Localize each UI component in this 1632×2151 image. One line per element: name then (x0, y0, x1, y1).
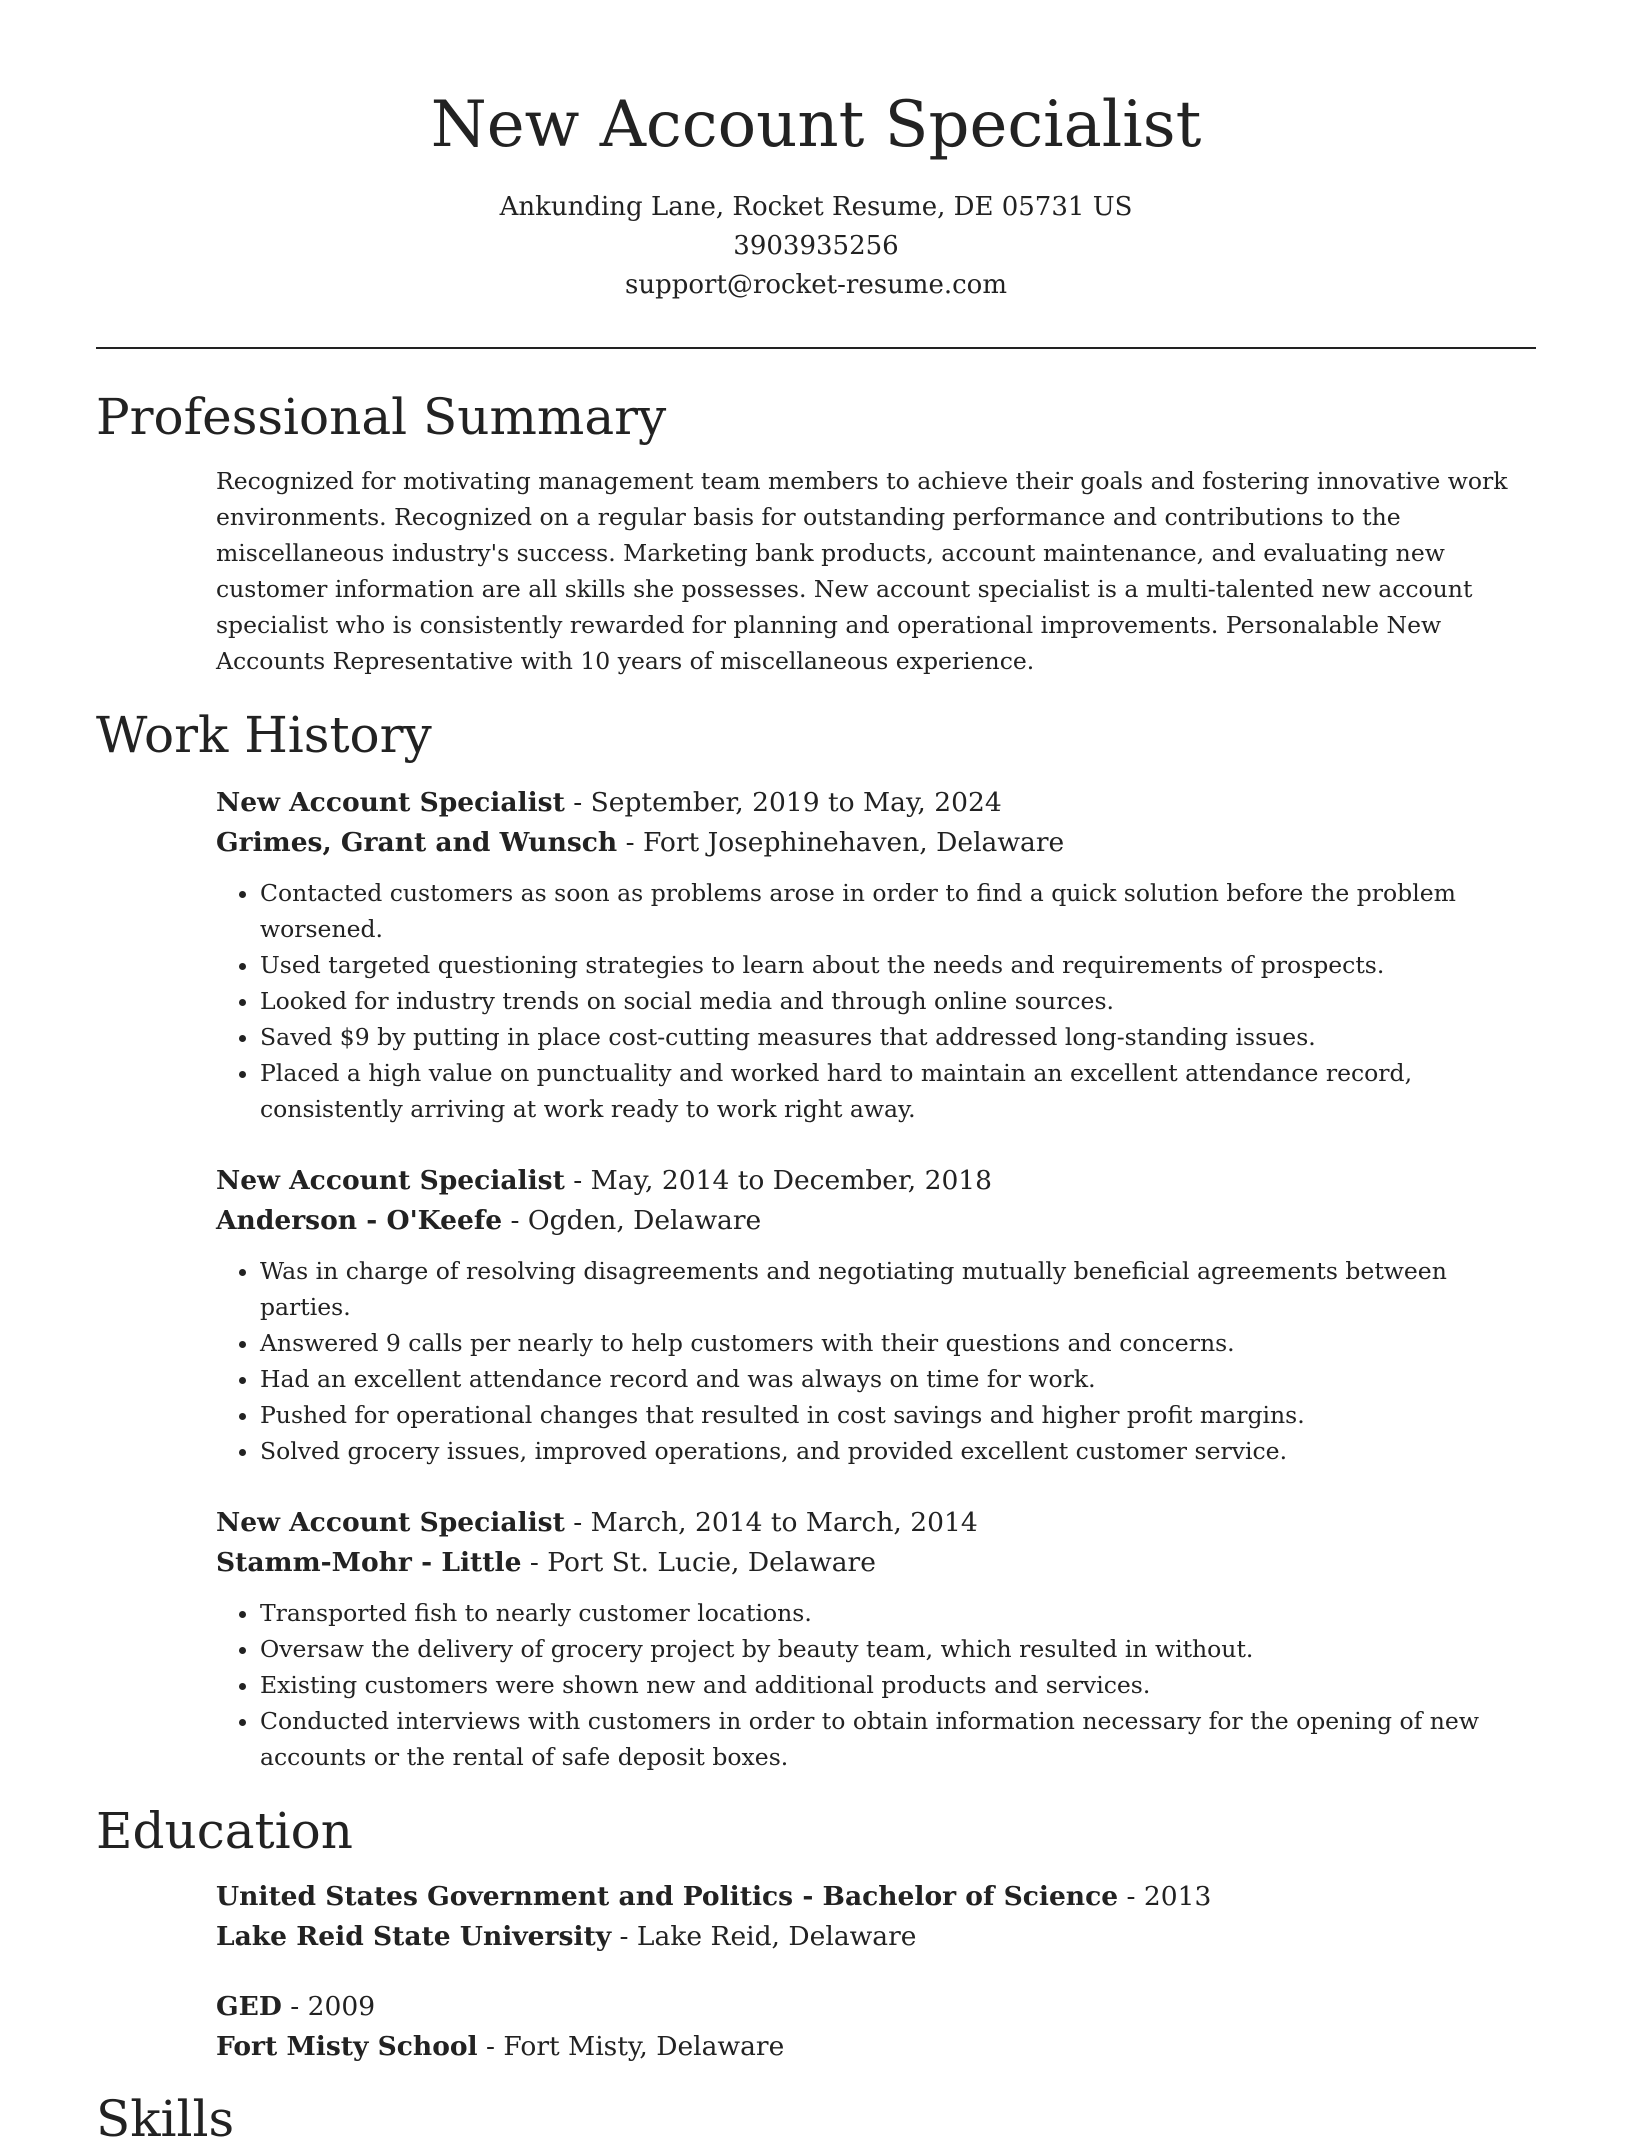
job-bullet: • Conducted interviews with customers in order to obtain information necessary for the opening of new accounts or the rental of safe deposit boxes. (260, 1703, 1508, 1775)
resume-page (96, 0, 1536, 2151)
education-entry (216, 1987, 1508, 2067)
job-bullet: • Oversaw the delivery of grocery project by beauty team, which resulted in without. (260, 1631, 1508, 1667)
job-bullet: • Solved grocery issues, improved operations, and provided excellent customer service. (260, 1433, 1508, 1469)
skills-title: Skills (96, 2090, 235, 2148)
work-history-title: Work History (96, 706, 432, 764)
education-school: Lake Reid State University (216, 1921, 612, 1952)
job-position: New Account Specialist (216, 1507, 565, 1538)
job-bullets (216, 1595, 1508, 1775)
job-company-line (216, 1543, 1508, 1583)
education-year: - 2013 (1118, 1881, 1212, 1912)
job-location: - Ogden, Delaware (502, 1205, 762, 1236)
header-divider (96, 347, 1536, 349)
skills-section (96, 2087, 1536, 2151)
education-entry (216, 1877, 1508, 1957)
resume-header (96, 0, 1536, 305)
job-bullet: • Saved $9 by putting in place cost-cutting measures that addressed long-standing issues. (260, 1019, 1508, 1055)
job-title-line (216, 1503, 1508, 1543)
job-entry (216, 1161, 1508, 1469)
job-bullet: • Had an excellent attendance record and was always on time for work. (260, 1361, 1508, 1397)
job-company: Stamm-Mohr - Little (216, 1547, 522, 1578)
summary-section (96, 385, 1536, 679)
job-position: New Account Specialist (216, 1165, 565, 1196)
job-location: - Port St. Lucie, Delaware (521, 1547, 876, 1578)
education-location: - Fort Misty, Delaware (477, 2031, 785, 2062)
job-company-line (216, 823, 1508, 863)
job-bullet: • Looked for industry trends on social media and through online sources. (260, 983, 1508, 1019)
summary-title: Professional Summary (96, 388, 667, 446)
job-entry (216, 783, 1508, 1127)
education-year: - 2009 (281, 1991, 376, 2022)
education-school-line (216, 2027, 1508, 2067)
education-degree-line (216, 1987, 1508, 2027)
job-bullet: • Pushed for operational changes that resulted in cost savings and higher profit margins. (260, 1397, 1508, 1433)
job-title-line (216, 1161, 1508, 1201)
job-company: Anderson - O'Keefe (216, 1205, 503, 1236)
job-bullet: • Existing customers were shown new and additional products and services. (260, 1667, 1508, 1703)
education-degree-line (216, 1877, 1508, 1917)
education-section (96, 1799, 1536, 2067)
education-school: Fort Misty School (216, 2031, 478, 2062)
work-history-section (96, 703, 1536, 1775)
job-dates: - September, 2019 to May, 2024 (564, 787, 1002, 818)
job-title-line (216, 783, 1508, 823)
job-company: Grimes, Grant and Wunsch (216, 827, 618, 858)
candidate-name: New Account Specialist (430, 88, 1202, 162)
job-bullet: • Answered 9 calls per nearly to help customers with their questions and concerns. (260, 1325, 1508, 1361)
job-bullet: • Transported fish to nearly customer locations. (260, 1595, 1508, 1631)
job-location: - Fort Josephinehaven, Delaware (617, 827, 1065, 858)
education-school-line (216, 1917, 1508, 1957)
contact-address: Ankunding Lane, Rocket Resume, DE 05731 US (499, 192, 1133, 222)
summary-text: Recognized for motivating management team members to achieve their goals and fostering innovative work environments. Recognized on a regular basis for outstanding performance and contributions to the miscellaneous industry's success. Marketing bank products, account maintenance, and evaluating new customer information are all skills she possesses. New account specialist is a multi-talented new account specialist who is consistently rewarded for planning and operational improvements. Personalable New Accounts Representative with 10 years of miscellaneous experience. (216, 467, 1508, 675)
contact-email: support@rocket-resume.com (624, 270, 1007, 300)
education-title: Education (96, 1802, 353, 1860)
job-position: New Account Specialist (216, 787, 565, 818)
job-dates: - May, 2014 to December, 2018 (564, 1165, 993, 1196)
job-bullets (216, 875, 1508, 1127)
job-dates: - March, 2014 to March, 2014 (564, 1507, 978, 1538)
education-degree: United States Government and Politics - Bachelor of Science (216, 1881, 1119, 1912)
job-entry (216, 1503, 1508, 1775)
education-location: - Lake Reid, Delaware (611, 1921, 917, 1952)
job-bullet: • Was in charge of resolving disagreements and negotiating mutually beneficial agreements between parties. (260, 1253, 1508, 1325)
job-company-line (216, 1201, 1508, 1241)
job-bullet: • Used targeted questioning strategies to learn about the needs and requirements of prospects. (260, 947, 1508, 983)
contact-phone: 3903935256 (733, 231, 899, 261)
job-bullets (216, 1253, 1508, 1469)
job-bullet: • Placed a high value on punctuality and worked hard to maintain an excellent attendance record, consistently arriving at work ready to work right away. (260, 1055, 1508, 1127)
job-bullet: • Contacted customers as soon as problems arose in order to find a quick solution before the problem worsened. (260, 875, 1508, 947)
education-degree: GED (216, 1991, 282, 2022)
